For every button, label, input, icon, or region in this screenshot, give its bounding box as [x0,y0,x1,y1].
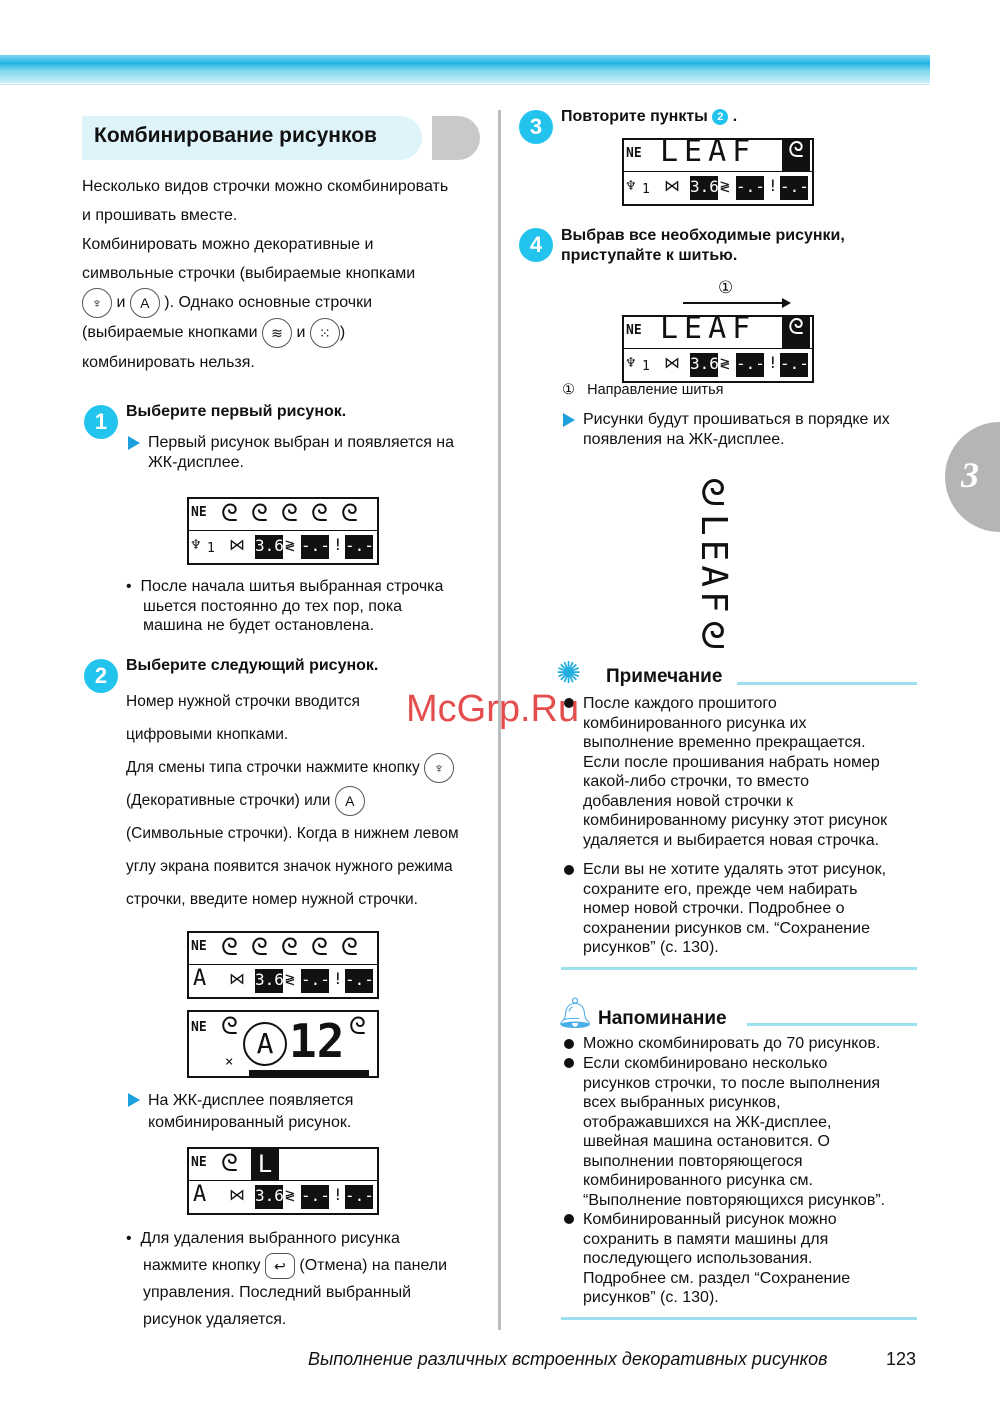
lcd-bottom-row [189,530,377,563]
note-line: сохранении рисунков см. “Сохранение [583,919,870,937]
footer-title: Выполнение различных встроенных декоративных рисунков [308,1349,828,1369]
width-value: 3.6 [255,1185,283,1209]
decorative-mode-icon: ♆ [626,353,636,372]
length-icon: ≷ [285,969,295,988]
decorative-stitch-button-icon: ♆ [82,288,112,318]
reminder-line: выполнении повторяющегося [583,1152,803,1170]
note-bullet-2 [583,860,923,958]
step-4-heading [561,226,845,265]
header-band [0,55,930,83]
lcd-bottom-row [189,964,377,997]
bullet-line: шьется постоянно до тех пор, пока [143,597,403,615]
length-value: -.- [301,1185,329,1209]
result-line: ЖК-дисплее. [148,453,244,471]
bullet-dot: • [126,578,141,595]
tension-value: -.- [345,969,373,993]
intro-line: Несколько видов строчки можно скомбинировать [82,178,449,195]
direction-arrow-line [683,302,783,304]
decorative-mode-icon: ♆ [191,535,201,554]
lcd-display-3 [187,1010,379,1078]
leaf-stitch-icon: ᘓ [782,140,810,172]
mode-icon: NE [191,505,207,520]
step-3-heading [561,107,737,127]
section-title: Комбинирование рисунков [94,124,377,147]
intro-line: символьные строчки (выбираемые кнопками [82,265,416,282]
lcd-bottom-row [624,348,812,381]
leaf-stitch-icon: ᘓ [700,473,726,514]
leaf-stitch-icon: ᘓ [251,499,268,527]
intro-text-part: ). Однако основные строчки [164,294,373,312]
reminder-line: всех выбранных рисунков, [583,1094,781,1111]
bullet-line: машина не будет остановлена. [143,617,375,634]
direction-marker: ① [718,278,734,297]
result-line: На ЖК-дисплее появляется [148,1092,354,1109]
lcd-top-row [189,499,377,531]
mode-icon: NE [191,1155,207,1170]
bullet-line: Для удаления выбранного рисунка [140,1230,400,1247]
width-value: 3.6 [690,176,718,200]
leaf-stitch-icon: ᘓ [341,499,358,527]
reminder-bullet-1 [583,1034,923,1054]
stitch-width-icon: ⋈ [229,1185,245,1204]
result-line: Первый рисунок выбран и появляется на [148,434,455,451]
bullet-dot [564,1039,574,1049]
step-line: строчки, введите номер нужной строчки. [126,891,418,908]
result-line: Рисунки будут прошиваться в порядке их [583,411,890,428]
lcd-top-row [189,1149,377,1181]
caption-text: Направление шитья [587,382,724,398]
mode-icon: NE [626,323,642,338]
reminder-line: сохранить в памяти машины для [583,1230,829,1248]
length-value: -.- [301,535,329,559]
length-icon: ≷ [285,535,295,554]
watermark: McGrp.Ru [406,688,580,730]
note-line: сохраните его, прежде чем набирать [583,880,858,898]
stitch-width-icon: ⋈ [664,353,680,372]
width-value: 3.6 [255,969,283,993]
tension-icon: ! [768,176,778,195]
chapter-number: 3 [961,455,979,495]
decorative-mode-icon: ♆ [626,176,636,195]
lcd-top-row [624,317,812,349]
step-line: Номер нужной строчки вводится [126,693,360,710]
width-value: 3.6 [255,535,283,559]
bullet-text: нажмите кнопку [143,1257,261,1274]
leaf-stitch-icon: ᘓ [341,933,358,961]
bullet-dot [564,1214,574,1224]
step-1-number: 1 [84,405,118,439]
note-bullet-1 [583,694,923,850]
leaf-stitch-icon: ᘓ [700,615,726,657]
reminder-line: Можно скомбинировать до 70 рисунков. [583,1035,881,1052]
note-line: какой-либо строчки, то вместо [583,773,810,790]
lcd-display-5 [622,138,814,206]
multiply-icon: × [225,1054,234,1070]
note-title: Примечание [606,666,723,687]
bullet-line: управления. Последний выбранный [143,1284,411,1301]
result-arrow-icon [128,436,140,450]
stitch-width-icon: ⋈ [229,535,245,554]
leaf-stitch-icon: ᘓ [281,933,298,961]
intro-text-part: (выбираемые кнопками [82,324,258,342]
reminder-line: Комбинированный рисунок можно [583,1211,837,1228]
undo-button-icon: ↩ [265,1253,295,1279]
result-line: комбинированный рисунок. [148,1114,352,1131]
reminder-bullet-2 [583,1054,923,1210]
note-line: Если после прошивания набрать номер [583,753,880,771]
note-line: добавления новой строчки к [583,792,794,810]
step-2-result [148,1090,353,1134]
mode-icon: NE [191,1020,207,1035]
reminder-line: последующего использования. [583,1250,813,1267]
tension-icon: ! [333,1185,343,1204]
stitch-width-icon: ⋈ [664,176,680,195]
tension-value: -.- [345,1185,373,1209]
character-mode-icon: A [193,1182,207,1207]
reminder-line: Если скомбинировано несколько [583,1055,828,1072]
step-4-line: Выбрав все необходимые рисунки, [561,227,845,244]
mode-icon: NE [191,939,207,954]
lcd-display-6 [622,315,814,383]
note-line: рисунков” (с. 130). [583,939,719,956]
result-arrow-icon [128,1093,140,1107]
intro-line: и прошивать вместе. [82,207,238,224]
length-value: -.- [736,176,764,200]
caption-marker: ① [562,382,575,398]
bullet-text: (Отмена) на панели [299,1257,448,1274]
utility-stitch-button-icon: ≋ [262,318,292,348]
reminder-bell-icon: 🔔︎ [556,997,595,1030]
leaf-stitch-icon: ᘓ [349,1012,366,1040]
step-text: Для смены типа строчки нажмите кнопку [126,759,420,776]
page-number: 123 [886,1349,917,1369]
leaf-stitch-icon: ᘓ [782,317,810,349]
stitch-number: 1 [642,359,650,374]
leaf-stitch-icon: ᘓ [311,499,328,527]
character-stitch-button-icon: A [335,786,365,816]
step-line: углу экрана появится значок нужного режима [126,858,453,875]
reminder-line: комбинированного рисунка см. [583,1172,813,1189]
reminder-line: Подробнее см. раздел “Сохранение [583,1269,851,1287]
intro-line [82,288,492,318]
step-ref-badge: 2 [712,109,728,125]
lcd-bottom-row [189,1180,377,1213]
step-1-heading: Выберите первый рисунок. [126,403,347,420]
decorative-stitch-button-icon: ♆ [424,753,454,783]
tension-icon: ! [333,535,343,554]
tension-icon: ! [333,969,343,988]
step-line [126,751,496,784]
bullet-line: рисунок удаляется. [143,1311,287,1328]
reminder-line: рисунков” (с. 130). [583,1289,719,1306]
character-mode-circle: A [243,1022,287,1066]
length-icon: ≷ [720,353,730,372]
length-value: -.- [301,969,329,993]
note-line: номер новой строчки. Подробнее о [583,900,845,917]
step-2-number: 2 [84,659,118,693]
step-4-number: 4 [519,228,553,262]
step-text: (Декоративные строчки) или [126,792,331,809]
step-4-line: приступайте к шитью. [561,246,738,264]
leaf-stitch-icon: ᘓ [221,933,238,961]
stitch-number: 1 [207,541,215,556]
length-value: -.- [736,353,764,377]
leaf-stitch-icon: ᘓ [251,933,268,961]
bullet-dot: • [126,1230,141,1247]
step-1-result [148,433,454,472]
note-line: комбинированного рисунка их [583,714,807,732]
stitch-number: 1 [642,182,650,197]
leaf-stitch-icon: ᘓ [311,933,328,961]
note-line: Если вы не хотите удалять этот рисунок, [583,861,887,878]
reminder-bullet-3 [583,1210,923,1308]
character-mode-icon: A [193,966,207,991]
note-line: После каждого прошитого [583,695,777,712]
leaf-text-stitch: LEAF [660,315,757,346]
intro-text [82,172,492,377]
note-bottom-rule [561,967,917,970]
lcd-top-row [189,933,377,965]
direction-arrow-icon [782,298,791,308]
length-icon: ≷ [285,1185,295,1204]
section-title-tail [432,116,480,160]
step-2-heading: Выберите следующий рисунок. [126,657,379,674]
and-text: и [296,324,306,342]
reminder-line: швейная машина остановится. О [583,1133,830,1150]
intro-line: Комбинировать можно декоративные и [82,236,374,253]
stitch-width-icon: ⋈ [229,969,245,988]
vertical-stitch-sample [690,474,736,657]
step-2-bullet [126,1225,447,1333]
tension-value: -.- [780,353,808,377]
note-sparkle-icon: ✺ [556,657,582,690]
result-line: появления на ЖК-дисплее. [583,430,785,448]
reminder-title-rule [747,1023,917,1026]
lcd-display-2 [187,931,379,999]
step-line [126,784,496,817]
reminder-line: “Выполнение повторяющихся рисунков”. [583,1191,886,1209]
leaf-text-stitch: LEAF [660,138,757,169]
letter-L-stitch: L [251,1149,279,1181]
leaf-stitch-icon: ᘓ [221,499,238,527]
bullet-line: После начала шитья выбранная строчка [140,578,444,595]
bullet-dot [564,1058,574,1068]
leaf-stitch-icon: ᘓ [221,1012,238,1040]
lcd-bottom-row [624,171,812,204]
lcd-underbar [249,1070,369,1076]
step-3-tail: . [732,108,738,125]
lcd-display-1 [187,497,379,565]
tension-icon: ! [768,353,778,372]
leaf-stitch-icon: ᘓ [281,499,298,527]
note-line: удаляется и выбирается новая строчка. [583,831,880,849]
intro-line: комбинировать нельзя. [82,354,255,371]
chapter-tab [945,422,1000,532]
step-3-number: 3 [519,110,553,144]
and-text: и [116,294,126,312]
step-4-result [583,410,890,449]
width-value: 3.6 [690,353,718,377]
character-stitch-button-icon: A [130,288,160,318]
note-title-rule [737,682,917,685]
tension-value: -.- [345,535,373,559]
result-arrow-icon [563,413,575,427]
step-1-bullet [126,577,443,636]
note-line: комбинированному рисунку этот рисунок [583,812,888,829]
intro-line [82,318,492,348]
reminder-title: Напоминание [598,1008,727,1029]
step-line: (Символьные строчки). Когда в нижнем левом [126,825,459,842]
reminder-line: отображавшихся на ЖК-дисплее, [583,1113,832,1131]
leaf-stitch-icon: ᘓ [221,1149,238,1177]
stitch-number-big: 12 [289,1014,345,1068]
reminder-line: рисунков строчки, то после выполнения [583,1074,881,1092]
bullet-dot [564,865,574,875]
lcd-display-4 [187,1147,379,1215]
tension-value: -.- [780,176,808,200]
numeric-keypad-button-icon: ⁙ [310,318,340,348]
reminder-bottom-rule [561,1317,917,1320]
vertical-leaf-letters: LEAF [693,514,734,617]
header-rule [0,84,930,85]
step-3-text: Повторите пункты [561,108,708,125]
lcd-top-row [624,140,812,172]
note-line: выполнение временно прекращается. [583,734,866,751]
sewing-direction-caption [562,382,723,398]
step-line: цифровыми кнопками. [126,726,289,743]
length-icon: ≷ [720,176,730,195]
mode-icon: NE [626,146,642,161]
intro-text-part: ) [339,324,346,342]
